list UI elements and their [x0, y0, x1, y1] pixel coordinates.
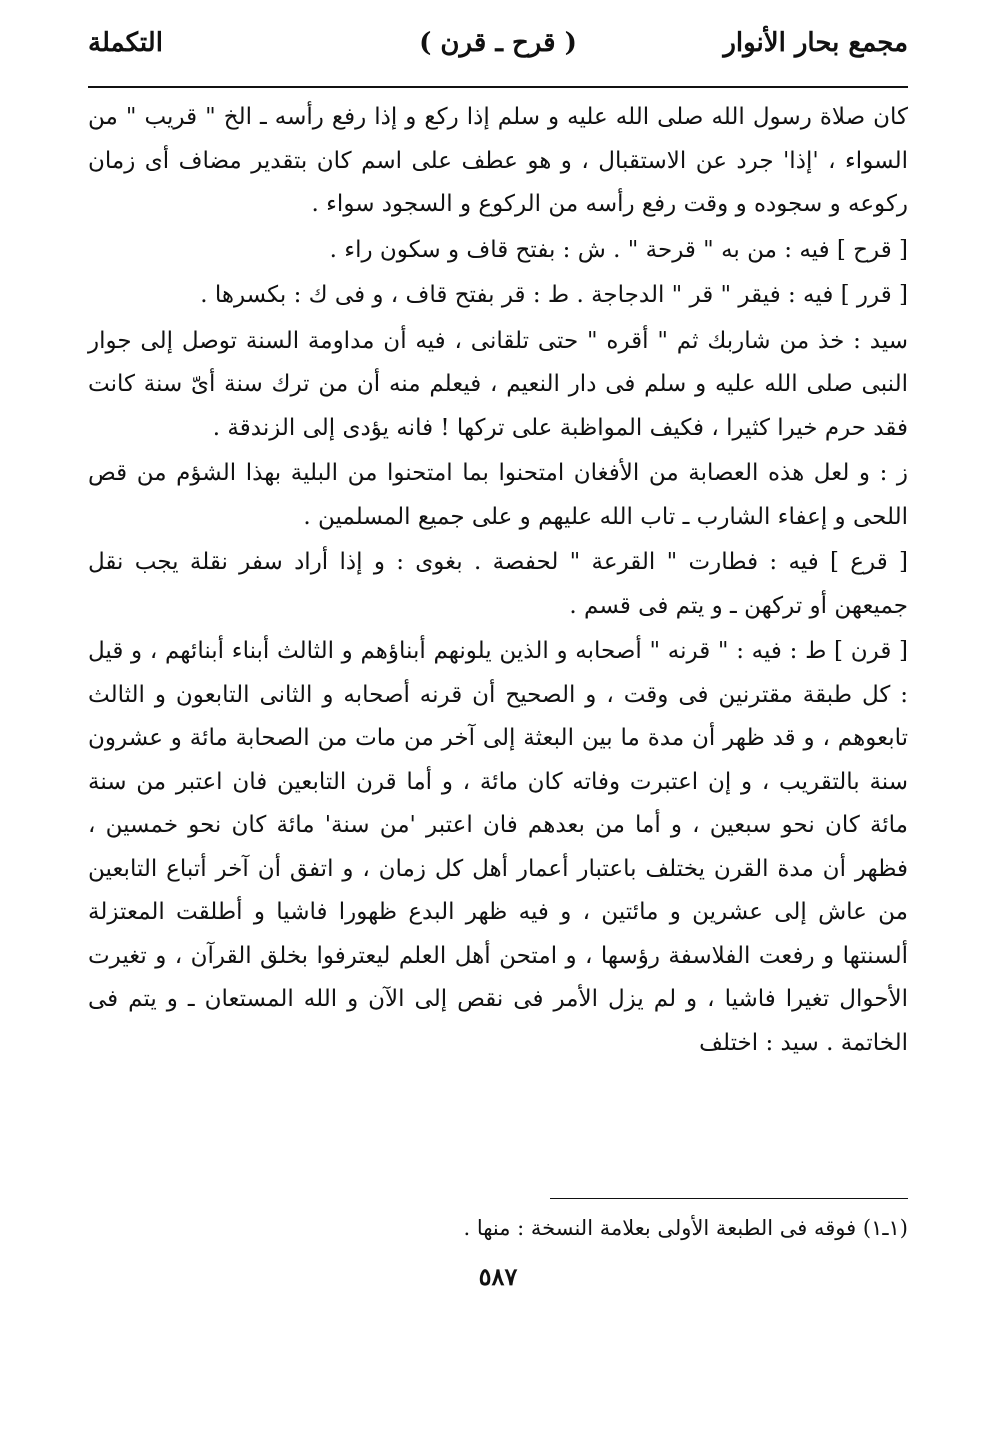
- main-text: [88, 96, 908, 1065]
- section-title: التكملة: [88, 28, 163, 58]
- paragraph: [ قرن ] ط : فيه : " قرنه " أصحابه و الذين يلونهم أبناؤهم و الثالث أبناء أبنائهم ، و قيل : كل طبقة مقترنين فى وقت ، و الصحيح أن قرنه أصحابه و الثانى التابعون و الثالث تابعوهم ، و قد ظهر أن مدة ما بين البعثة إلى آخر من مات من الصحابة مائة و عشرون سنة بالتقريب ، و إن اعتبرت وفاته كان مائة ، و أما قرن التابعين فان اعتبر من سنة مائة كان نحو سبعين ، و أما من بعدهم فان اعتبر 'من سنة' مائة كان نحو خمسين ، فظهر أن مدة القرن يختلف باعتبار أعمار أهل كل زمان ، و اتفق أن آخر أتباع التابعين من عاش إلى عشرين و مائتين ، و فيه ظهر البدع ظهورا فاشيا و أطلقت المعتزلة ألسنتها و رفعت الفلاسفة رؤسها ، و امتحن أهل العلم ليعترفوا بخلق القرآن ، و تغيرت الأحوال تغيرا فاشيا ، و لم يزل الأمر فى نقص إلى الآن و الله المستعان ـ و يتم فى الخاتمة . سيد : اختلف: [88, 638, 908, 1056]
- entry-range-title: ( قرح ـ قرن ): [419, 28, 577, 58]
- header-rule: [88, 86, 908, 88]
- paragraph: [ قرح ] فيه : من به " قرحة " . ش : بفتح قاف و سكون راء .: [329, 236, 908, 263]
- footnote-rule: [550, 1198, 908, 1199]
- footnote: (١ـ١) فوقه فى الطبعة الأولى بعلامة النسخة : منها .: [463, 1216, 908, 1240]
- running-header: [88, 28, 908, 72]
- page-number: ٥٨٧: [478, 1262, 518, 1291]
- paragraph: [ قرع ] فيه : فطارت " القرعة " لحفصة . بغوى : و إذا أراد سفر نقلة يجب نقل جميعهن أو تركهن ـ و يتم فى قسم .: [88, 549, 908, 619]
- book-title: مجمع بحار الأنوار: [723, 28, 908, 58]
- paragraph: [ قرر ] فيه : فيقر " قر " الدجاجة . ط : قر بفتح قاف ، و فى ك : بكسرها .: [200, 282, 908, 308]
- paragraph: ز : و لعل هذه العصابة من الأفغان امتحنوا بما امتحنوا من البلية بهذا الشؤم من قص اللحى و إعفاء الشارب ـ تاب الله عليهم و على جميع المسلمين .: [88, 460, 908, 530]
- paragraph: كان صلاة رسول الله صلى الله عليه و سلم إذا ركع و إذا رفع رأسه ـ الخ " قريب " من السواء ، 'إذا' جرد عن الاستقبال ، و هو عطف على اسم كان بتقدير مضاف أى زمان ركوعه و سجوده و وقت رفع رأسه من الركوع و السجود سواء .: [88, 104, 908, 217]
- paragraph: سيد : خذ من شاربك ثم " أقره " حتى تلقانى ، فيه أن مداومة السنة توصل إلى جوار النبى صلى الله عليه و سلم فى دار النعيم ، فيعلم منه أن من ترك سنة أىّ سنة كانت فقد حرم خيرا كثيرا ، فكيف المواظبة على تركها ! فانه يؤدى إلى الزندقة .: [88, 327, 908, 441]
